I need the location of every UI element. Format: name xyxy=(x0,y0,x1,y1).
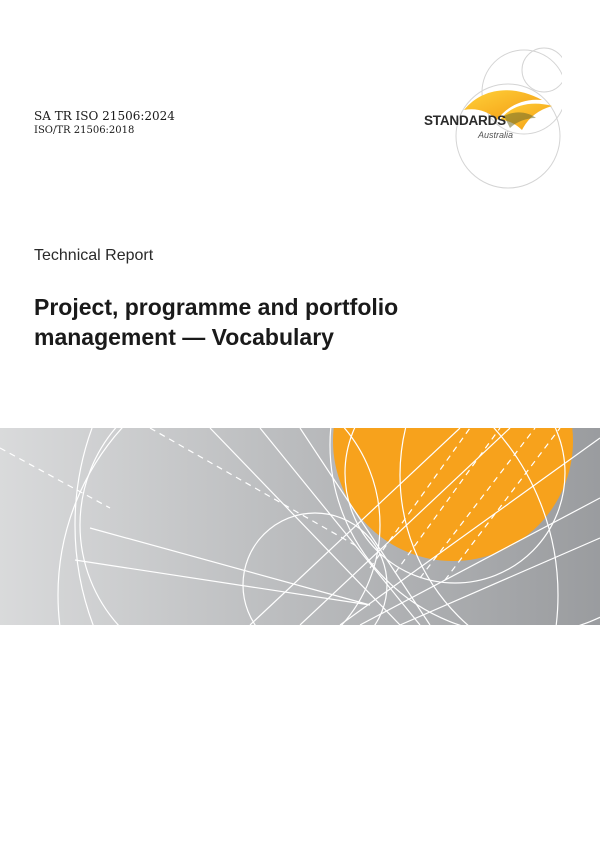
document-title-line-2: management — Vocabulary xyxy=(34,324,334,350)
document-title xyxy=(34,292,554,352)
standard-id-secondary: ISO/TR 21506:2018 xyxy=(34,125,135,136)
document-type: Technical Report xyxy=(34,247,154,264)
standard-identifiers xyxy=(34,108,175,138)
geometric-band-graphic xyxy=(0,428,600,625)
logo-subtext: Australia xyxy=(478,130,514,140)
standards-australia-logo xyxy=(412,40,562,195)
standard-id-primary: SA TR ISO 21506:2024 xyxy=(34,109,175,123)
document-title-line-1: Project, programme and portfolio xyxy=(34,294,399,320)
logo-wordmark: STANDARDS xyxy=(424,113,506,128)
